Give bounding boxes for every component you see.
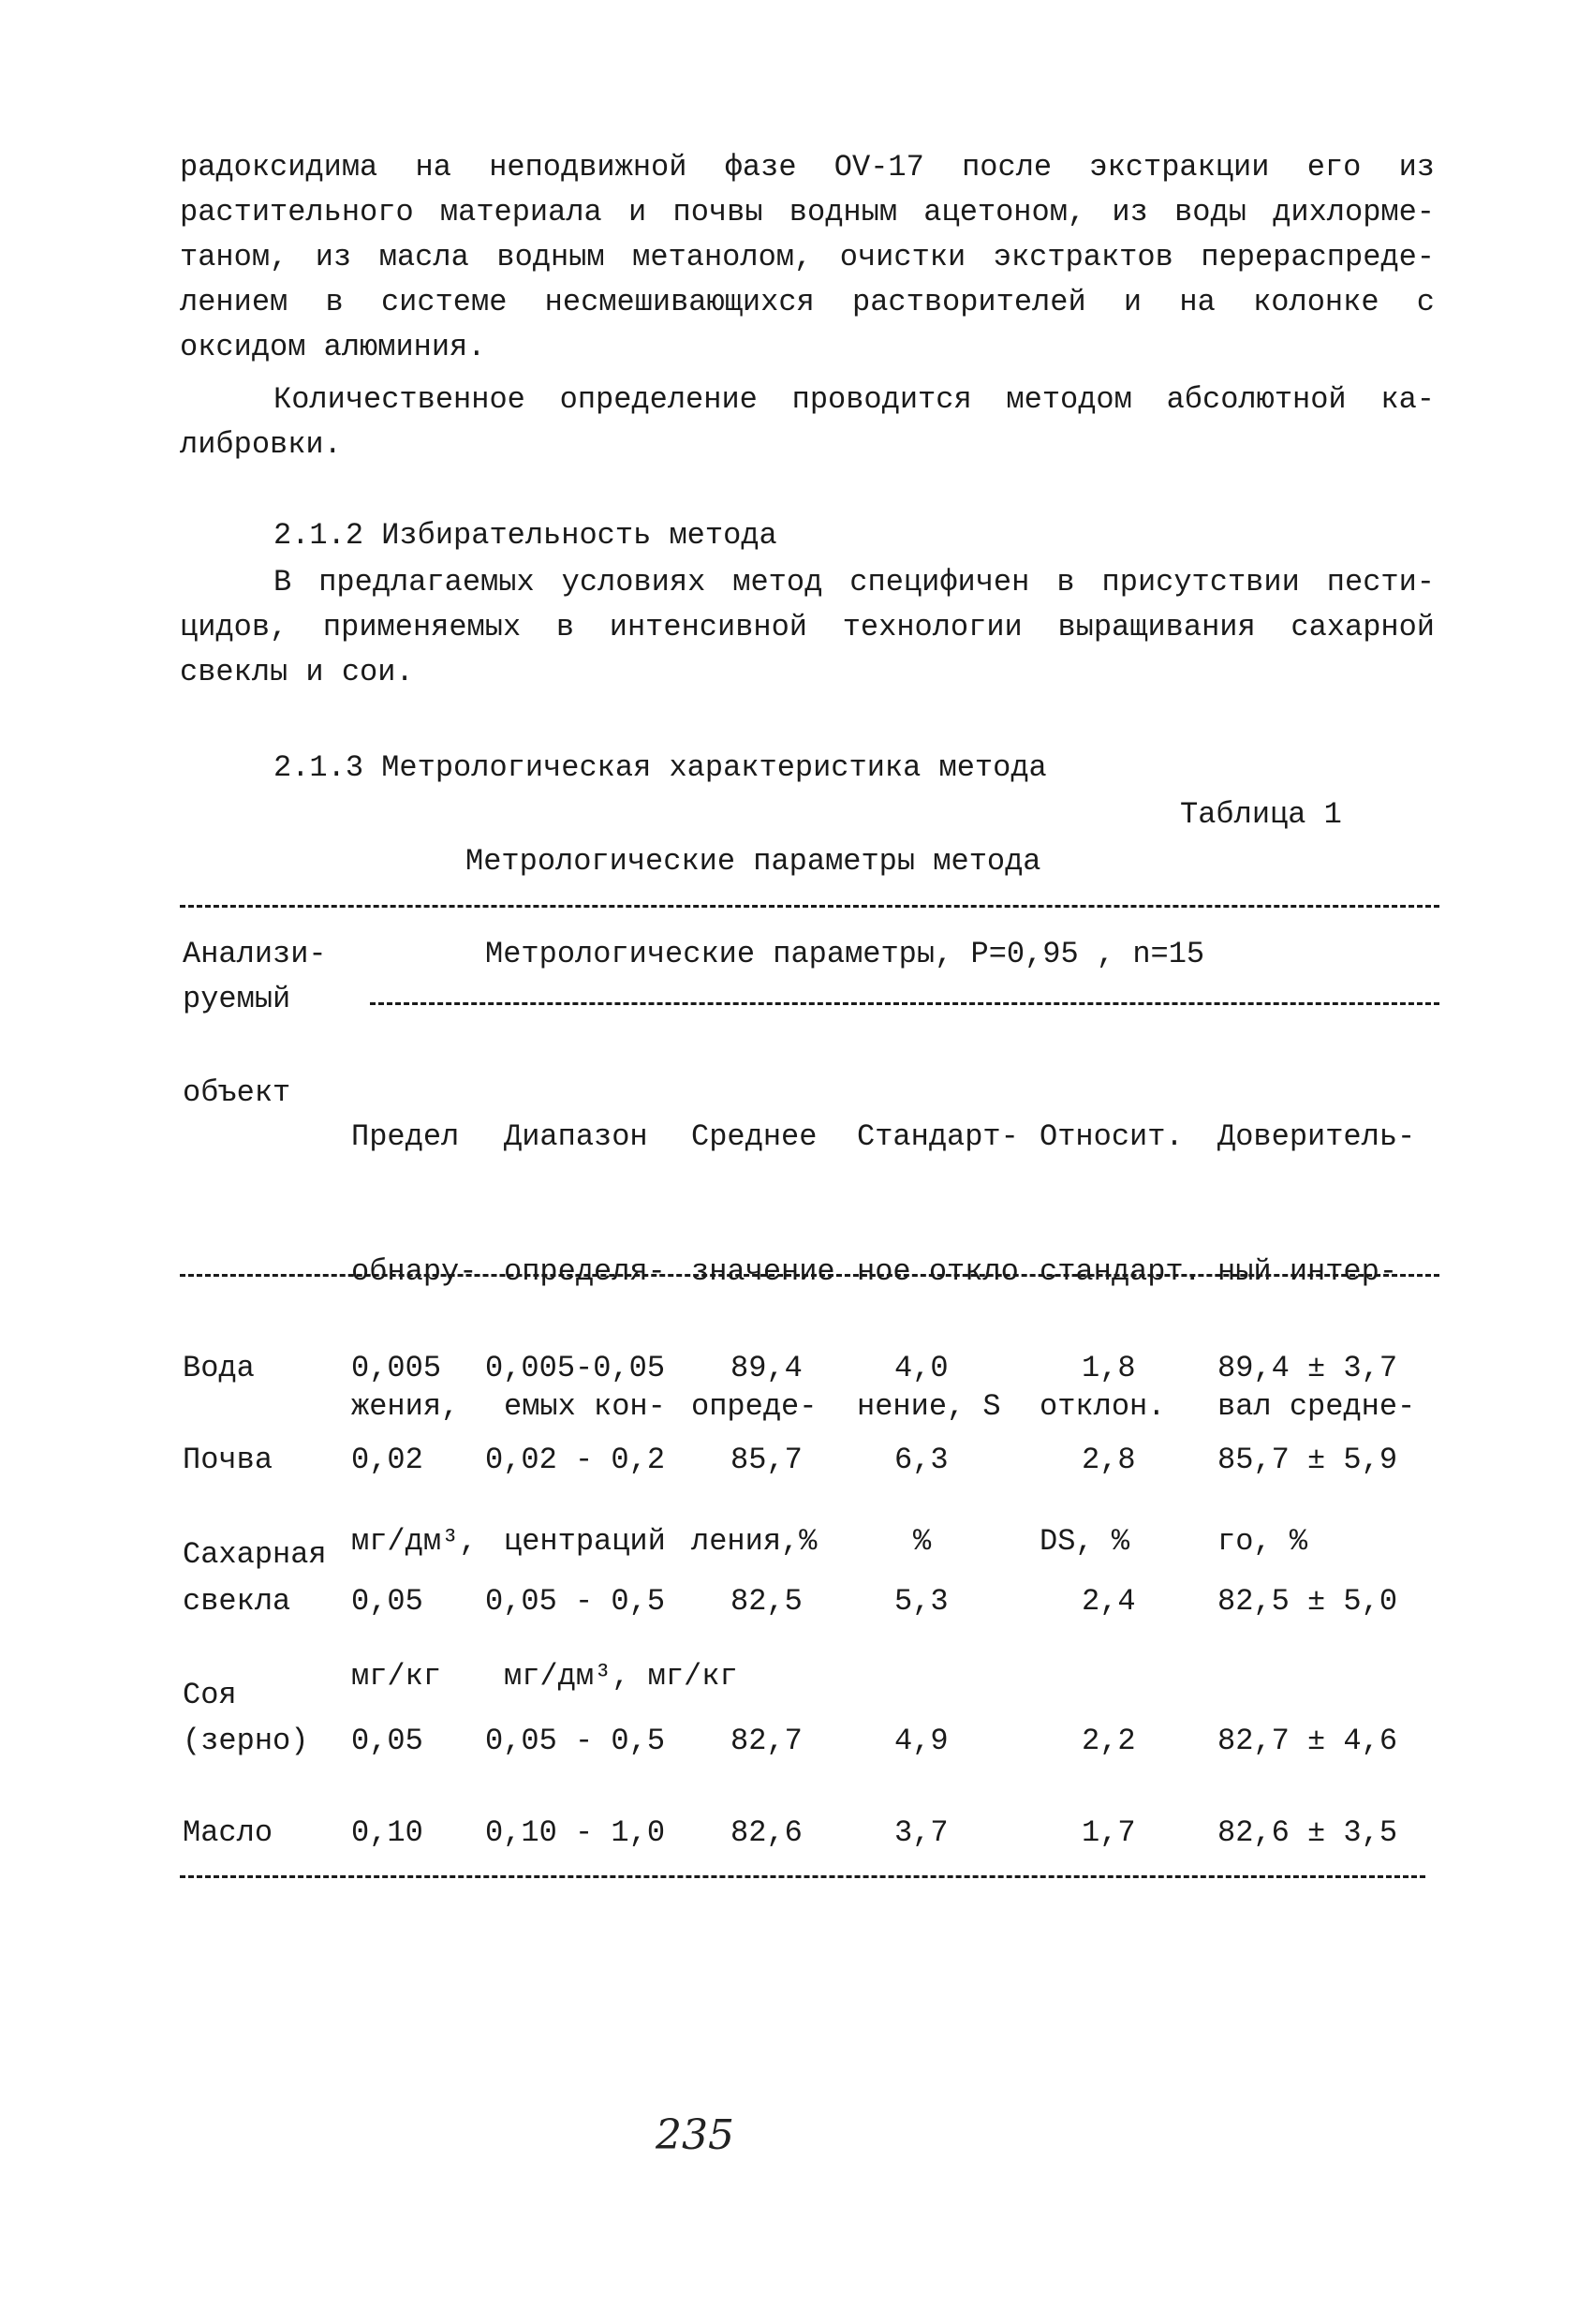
row-object: (зерно): [183, 1724, 309, 1758]
row-rel-std-dev: 2,2: [1082, 1724, 1136, 1758]
intro-line: радоксидима на неподвижной фазе OV-17 после экстракции его из: [180, 150, 1435, 185]
row-detection-limit: 0,10: [351, 1815, 423, 1850]
row-confidence-interval: 82,6 ± 3,5: [1217, 1815, 1398, 1850]
row-range: 0,05 - 0,5: [485, 1584, 666, 1619]
column-header-std-dev: Стандарт- ное откло нение, S %: [857, 1119, 1019, 1559]
table-rule-header-bottom: [180, 1274, 1439, 1277]
row-range: 0,05 - 0,5: [485, 1724, 666, 1758]
intro-line: растительного материала и почвы водным ацетоном, из воды дихлорме-: [180, 195, 1435, 229]
object-header-line: объект: [183, 1075, 291, 1110]
calibration-line: Количественное определение проводится методом абсолютной ка-: [273, 382, 1435, 417]
object-header-line: руемый: [183, 982, 291, 1016]
page-number: 235: [656, 2111, 734, 2159]
row-object: Почва: [183, 1443, 273, 1477]
column-header-rel-std-dev: Относит. стандарт. отклон. DS, %: [1040, 1119, 1202, 1559]
calibration-paragraph: [180, 377, 1435, 467]
selectivity-paragraph: [180, 560, 1435, 695]
row-range: 0,005-0,05: [485, 1351, 666, 1385]
row-mean: 89,4: [730, 1351, 803, 1385]
row-std-dev: 6,3: [894, 1443, 949, 1477]
selectivity-line: свеклы и сои.: [180, 655, 414, 689]
row-range: 0,10 - 1,0: [485, 1815, 666, 1850]
row-std-dev: 3,7: [894, 1815, 949, 1850]
row-object: свекла: [183, 1584, 291, 1619]
column-header-mean: Среднее значение опреде- ления,%: [691, 1119, 835, 1559]
column-header-confidence-interval: Доверитель- ный интер- вал средне- го, %: [1217, 1119, 1416, 1559]
intro-line: оксидом алюминия.: [180, 330, 486, 364]
row-object: Соя: [183, 1678, 237, 1712]
group-header: Метрологические параметры, Р=0,95 , n=15: [485, 937, 1205, 971]
intro-paragraph: [180, 145, 1435, 370]
row-std-dev: 4,9: [894, 1724, 949, 1758]
row-range: 0,02 - 0,2: [485, 1443, 666, 1477]
row-confidence-interval: 89,4 ± 3,7: [1217, 1351, 1398, 1385]
calibration-line: либровки.: [180, 427, 342, 462]
row-rel-std-dev: 2,8: [1082, 1443, 1136, 1477]
row-object: Сахарная: [183, 1537, 327, 1572]
row-mean: 82,5: [730, 1584, 803, 1619]
row-mean: 82,6: [730, 1815, 803, 1850]
row-mean: 85,7: [730, 1443, 803, 1477]
table-title: Метрологические параметры метода: [465, 844, 1041, 879]
table-rule-group: [370, 1002, 1439, 1005]
table-rule-top: [180, 905, 1439, 908]
row-object: Вода: [183, 1351, 255, 1385]
table-rule-bottom: [180, 1875, 1425, 1878]
row-mean: 82,7: [730, 1724, 803, 1758]
section-heading-selectivity: 2.1.2 Избирательность метода: [273, 518, 777, 553]
object-header-line: Анализи-: [183, 937, 327, 971]
row-std-dev: 4,0: [894, 1351, 949, 1385]
selectivity-line: В предлагаемых условиях метод специфичен в присутствии пести-: [273, 565, 1435, 600]
section-heading-metrology: 2.1.3 Метрологическая характеристика метода: [273, 750, 1047, 785]
row-rel-std-dev: 1,7: [1082, 1815, 1136, 1850]
intro-line: лением в системе несмешивающихся растворителей и на колонке с: [180, 285, 1435, 319]
intro-line: таном, из масла водным метанолом, очистки экстрактов перераспреде-: [180, 240, 1435, 274]
row-detection-limit: 0,05: [351, 1724, 423, 1758]
selectivity-line: цидов, применяемых в интенсивной технологии выращивания сахарной: [180, 610, 1435, 644]
column-header-range: Диапазон определя- емых кон- центраций мг/дм³, мг/кг: [504, 1119, 738, 1694]
row-confidence-interval: 82,5 ± 5,0: [1217, 1584, 1398, 1619]
row-object: Масло: [183, 1815, 273, 1850]
row-confidence-interval: 85,7 ± 5,9: [1217, 1443, 1398, 1477]
row-detection-limit: 0,005: [351, 1351, 442, 1385]
row-confidence-interval: 82,7 ± 4,6: [1217, 1724, 1398, 1758]
row-rel-std-dev: 2,4: [1082, 1584, 1136, 1619]
table-label: Таблица 1: [1180, 797, 1342, 832]
row-detection-limit: 0,05: [351, 1584, 423, 1619]
column-header-detection-limit: Предел обнару- жения, мг/дм³, мг/кг: [351, 1119, 478, 1694]
row-std-dev: 5,3: [894, 1584, 949, 1619]
row-detection-limit: 0,02: [351, 1443, 423, 1477]
row-rel-std-dev: 1,8: [1082, 1351, 1136, 1385]
